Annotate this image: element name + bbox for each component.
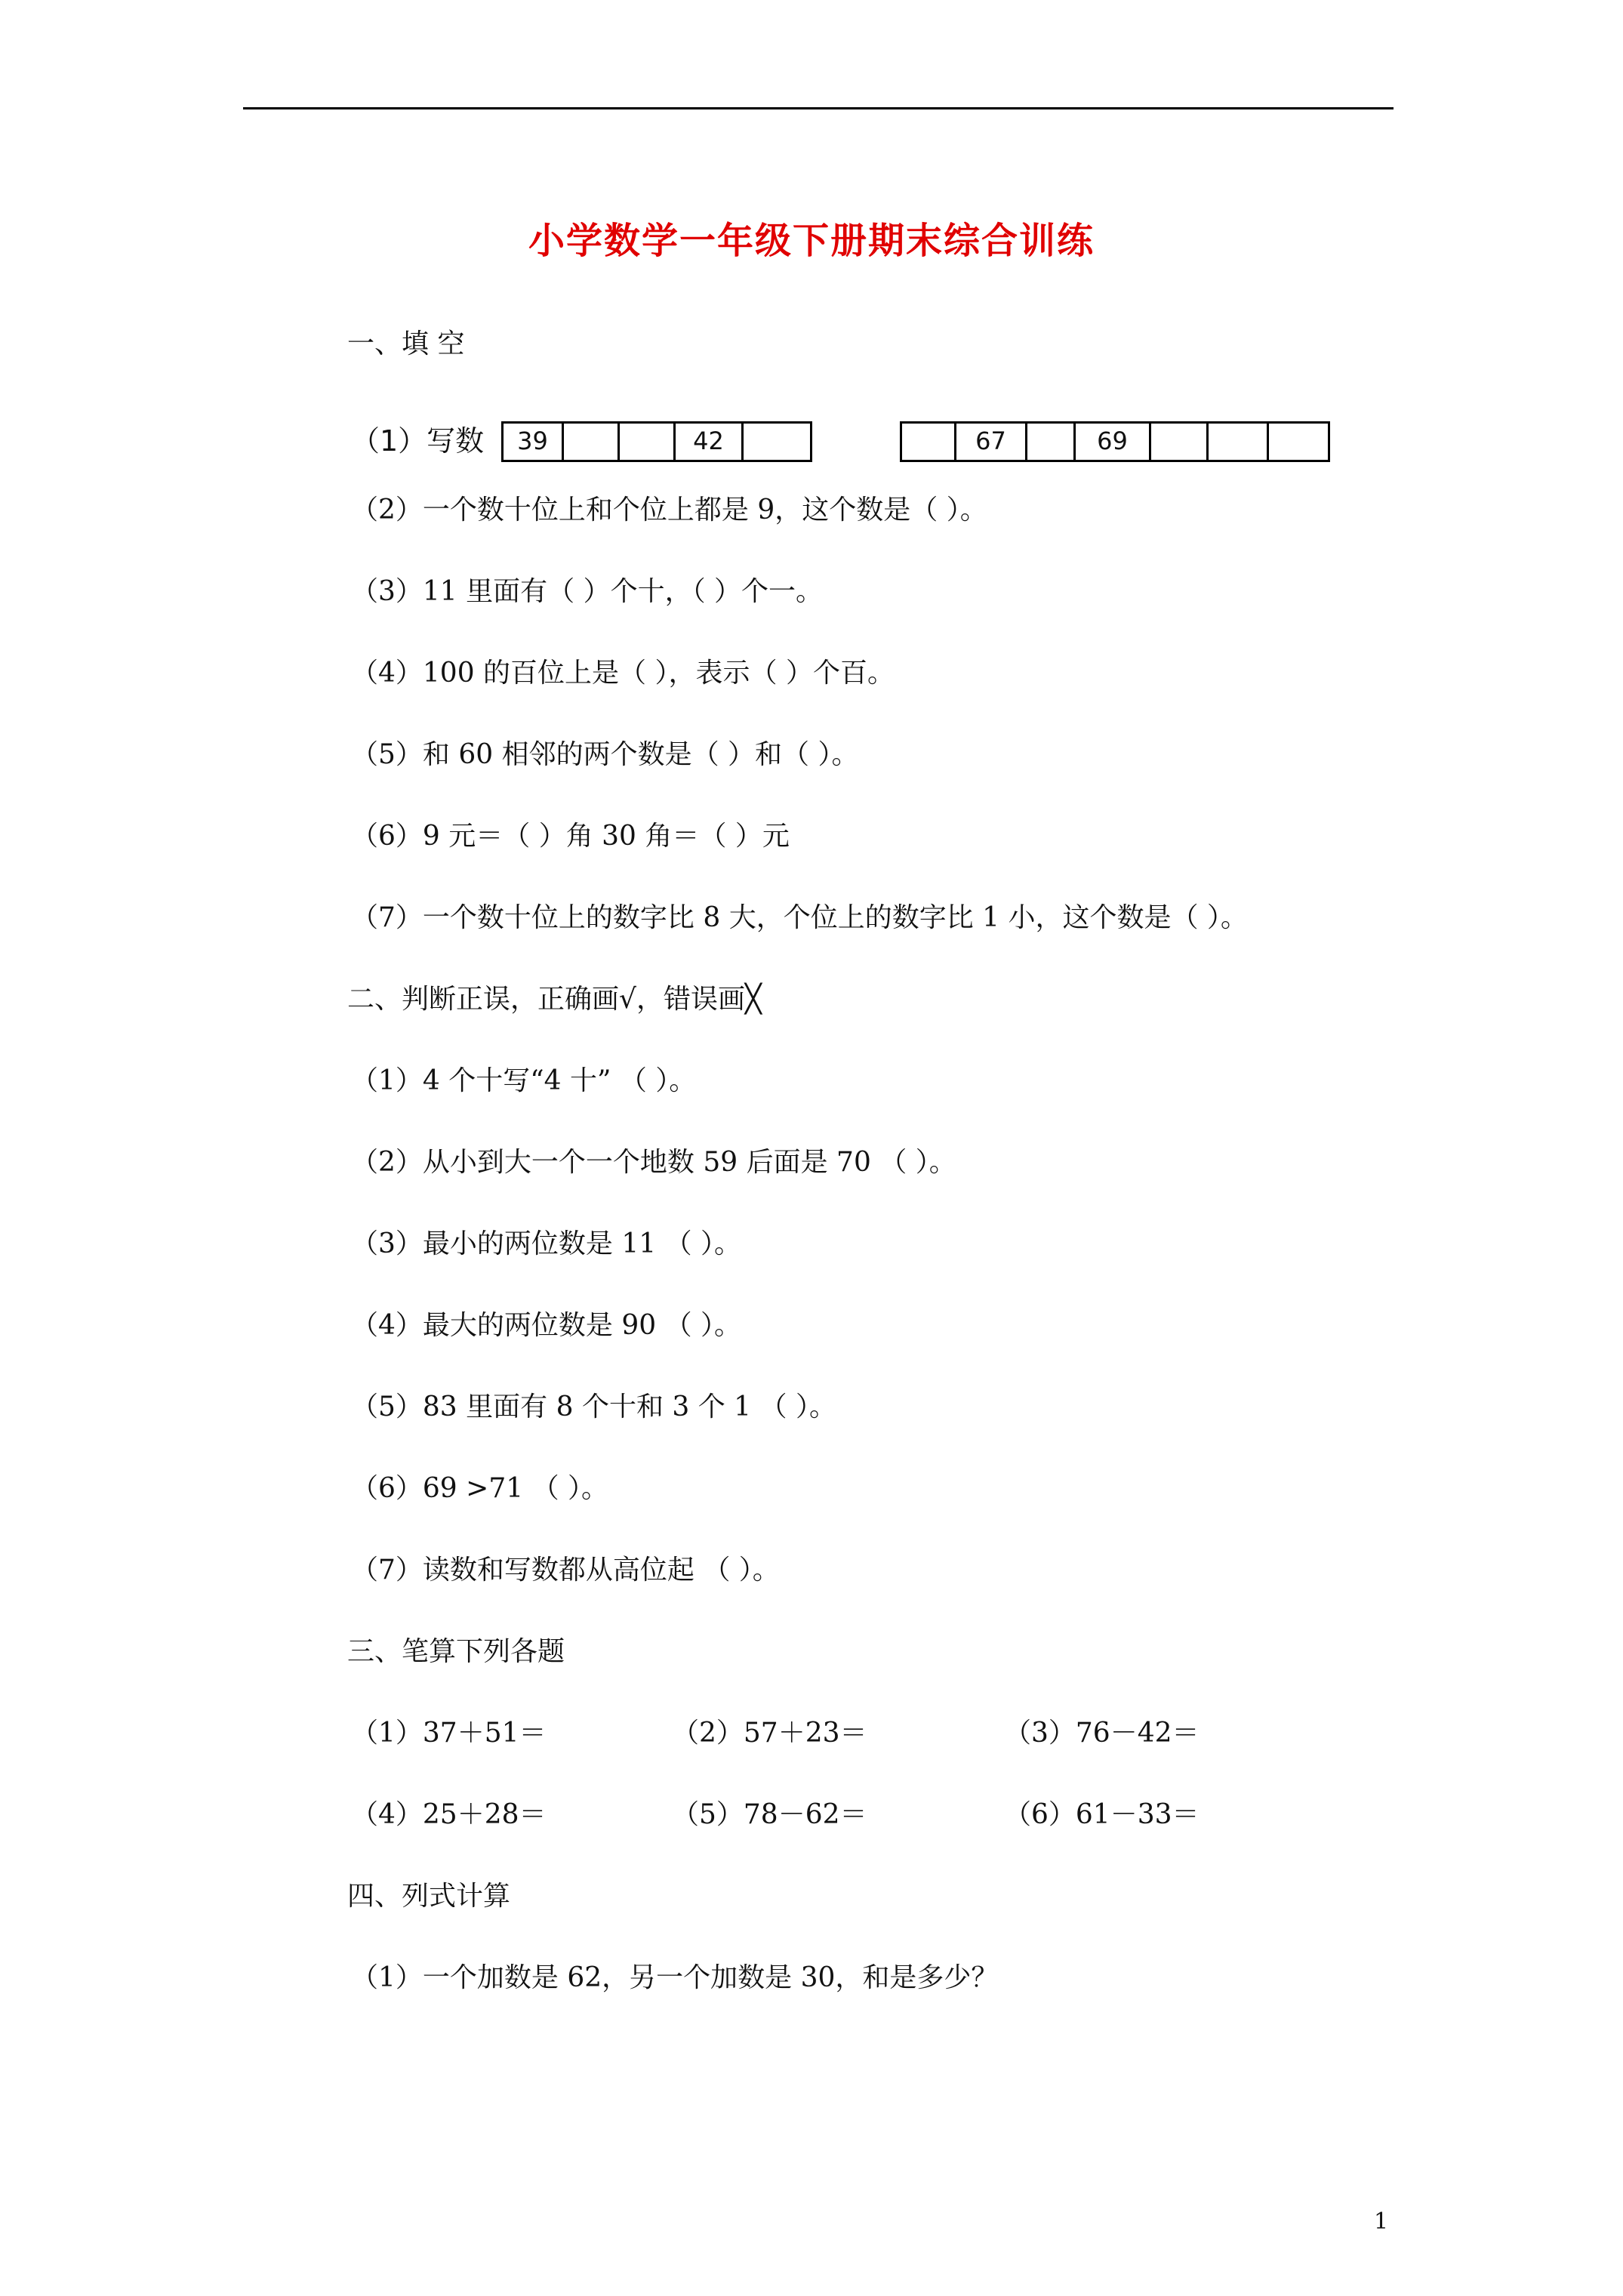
section-1-heading: 一、填 空 [347,328,465,359]
page-number: 1 [1374,2208,1389,2235]
calc-item: （5）78－62＝ [672,1799,867,1830]
write-numbers-label: （1）写数 [351,424,485,458]
word-problem: （1）一个加数是 62，另一个加数是 30，和是多少？ [351,1962,999,1993]
judge-item: （6）69 >71 （ ）。 [351,1473,609,1504]
number-boxes-a [501,421,812,462]
fill-item: （5）和 60 相邻的两个数是（ ）和（ ）。 [351,739,859,770]
fill-item: （2）一个数十位上和个位上都是 9，这个数是（ ）。 [351,495,987,525]
page-title: 小学数学一年级下册期末综合训练 [528,220,1095,262]
number-box [1209,424,1269,460]
fill-item: （6）9 元＝（ ）角 30 角＝（ ）元 [351,821,790,852]
calc-item: （1）37＋51＝ [351,1718,547,1749]
judge-item: （7）读数和写数都从高位起 （ ）。 [351,1555,780,1586]
calc-item: （2）57＋23＝ [672,1718,867,1749]
fill-item: （4）100 的百位上是（ ），表示（ ）个百。 [351,658,895,689]
judge-item: （5）83 里面有 8 个十和 3 个 1 （ ）。 [351,1391,836,1422]
number-boxes-b [900,421,1330,462]
fill-item: （7）一个数十位上的数字比 8 大，个位上的数字比 1 小，这个数是（ ）。 [351,902,1248,933]
calc-item: （6）61－33＝ [1004,1799,1200,1830]
number-box [620,424,676,460]
number-box [564,424,620,460]
number-box [1269,424,1328,460]
judge-item: （4）最大的两位数是 90 （ ）。 [351,1310,742,1341]
section-3-heading: 三、笔算下列各题 [347,1636,565,1667]
section-2-heading: 二、判断正误，正确画√，错误画╳ [347,984,762,1015]
calc-item: （3）76－42＝ [1004,1718,1200,1749]
judge-item: （1）4 个十写“4 十” （ ）。 [351,1065,697,1096]
header-rule [243,107,1394,109]
number-box [1151,424,1209,460]
number-box: 39 [504,424,564,460]
number-box [902,424,956,460]
judge-item: （2）从小到大一个一个地数 59 后面是 70 （ ）。 [351,1147,956,1178]
number-box [1027,424,1076,460]
number-box: 69 [1076,424,1151,460]
number-box: 42 [676,424,744,460]
number-box: 67 [956,424,1027,460]
calc-item: （4）25＋28＝ [351,1799,547,1830]
fill-item: （3）11 里面有（ ）个十，（ ）个一。 [351,576,824,607]
judge-item: （3）最小的两位数是 11 （ ）。 [351,1228,742,1259]
number-box [744,424,810,460]
section-4-heading: 四、列式计算 [347,1881,511,1912]
